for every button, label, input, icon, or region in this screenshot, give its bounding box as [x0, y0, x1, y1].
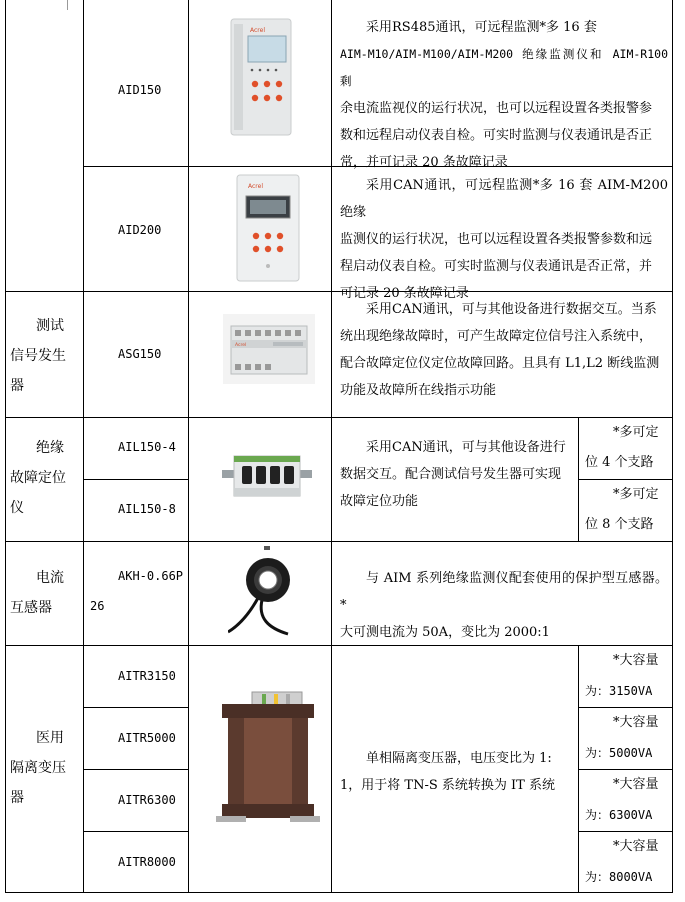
model-aitr5000: AITR5000 — [118, 731, 176, 745]
model-aitr6300: AITR6300 — [118, 793, 176, 807]
note-line: *多可定 — [613, 425, 659, 440]
model-asg150: ASG150 — [118, 347, 162, 361]
model-line: AKH-0.66P — [118, 569, 184, 583]
category-fault-locator — [10, 433, 82, 523]
note-line: 位 4 个支路 — [585, 455, 654, 470]
note-line: *大容量 — [613, 777, 659, 792]
aid150-description — [340, 14, 668, 176]
grid-line — [5, 892, 673, 893]
note-line: *多可定 — [613, 487, 659, 502]
aid200-device-image — [236, 174, 300, 282]
aitr5000-capacity — [585, 708, 671, 768]
model-ail150-4: AIL150-4 — [118, 440, 176, 454]
aitr6300-capacity — [585, 770, 671, 830]
category-line: 电流 — [36, 570, 64, 586]
category-current-transformer — [10, 563, 82, 623]
aitr-description — [340, 745, 576, 799]
brand-logo: Acrel — [235, 343, 247, 348]
grid-line — [188, 0, 189, 893]
note-line: 为：5000VA — [585, 746, 653, 760]
akh-device-image — [228, 546, 312, 636]
desc-line: 常，并可记录 20 条故障记录 — [340, 155, 508, 170]
grid-line — [5, 417, 673, 418]
grid-line — [83, 0, 84, 893]
grid-line — [5, 541, 673, 542]
category-line: 仪 — [10, 500, 24, 516]
asg150-description — [340, 296, 668, 404]
desc-line: 采用CAN通讯，可与其他设备进行数据交互。当系 — [366, 302, 657, 317]
model-aitr8000: AITR8000 — [118, 855, 176, 869]
category-line: 医用 — [36, 730, 64, 746]
category-line: 故障定位 — [10, 470, 66, 486]
grid-line — [672, 0, 673, 893]
model-ail150-8: AIL150-8 — [118, 502, 176, 516]
category-medical-isolation-transformer — [10, 723, 82, 813]
note-line: 位 8 个支路 — [585, 517, 654, 532]
note-line: *大容量 — [613, 839, 659, 854]
brand-logo: Acrel — [250, 27, 265, 34]
category-line: 信号发生 — [10, 348, 66, 364]
aid200-description — [340, 172, 668, 307]
category-line: 互感器 — [10, 600, 52, 616]
desc-line: 监测仪的运行状况，也可以远程设置各类报警参数和远 — [340, 232, 653, 247]
ail150-device-image — [222, 452, 312, 500]
grid-line — [83, 707, 189, 708]
ail150-8-note — [585, 480, 671, 540]
desc-line: 数据交互。配合测试信号发生器可实现 — [340, 467, 562, 482]
aitr3150-capacity — [585, 646, 671, 706]
brand-logo: Acrel — [248, 183, 263, 190]
desc-line: 采用RS485通讯，可远程监测*多 16 套 — [366, 20, 597, 35]
category-signal-generator — [10, 311, 82, 401]
desc-line: 统出现绝缘故障时，可产生故障定位信号注入系统中， — [340, 329, 653, 344]
desc-line: 采用CAN通讯，可远程监测*多 16 套 AIM-M200 绝缘 — [340, 178, 668, 220]
desc-line: 程启动仪表自检。可实时监测与仪表通讯是否正常，并 — [340, 259, 653, 274]
desc-line: 故障定位功能 — [340, 494, 419, 509]
category-line: 器 — [10, 790, 24, 806]
model-aid200: AID200 — [118, 223, 162, 237]
desc-line: 功能及故障所在线指示功能 — [340, 383, 497, 398]
desc-line: AIM-M10/AIM-M100/AIM-M200 绝缘监测仪和 AIM-R100 剩 — [340, 47, 668, 88]
desc-line: 1，用于将 TN-S 系统转换为 IT 系统 — [340, 778, 555, 793]
note-line: 为：6300VA — [585, 808, 653, 822]
akh-description — [340, 565, 668, 646]
category-line: 绝缘 — [36, 440, 64, 456]
category-line: 隔离变压 — [10, 760, 66, 776]
category-line: 测试 — [36, 318, 64, 334]
grid-line — [5, 0, 6, 893]
aitr-transformer-image — [214, 690, 322, 835]
grid-line — [83, 769, 189, 770]
grid-line — [331, 0, 332, 893]
model-line: 26 — [90, 599, 105, 613]
asg150-device-image — [223, 314, 315, 384]
note-line: *大容量 — [613, 715, 659, 730]
ail150-description — [340, 434, 576, 515]
model-aid150: AID150 — [118, 83, 162, 97]
ail150-4-note — [585, 418, 671, 478]
note-line: 为：3150VA — [585, 684, 653, 698]
grid-line — [83, 479, 189, 480]
model-aitr3150: AITR3150 — [118, 669, 176, 683]
aitr8000-capacity — [585, 832, 671, 892]
note-line: 为：8000VA — [585, 870, 653, 884]
desc-line: 配合故障定位仪定位故障回路。且具有 L1,L2 断线监测 — [340, 356, 660, 371]
desc-line: 余电流监视仪的运行状况，也可以远程设置各类报警参 — [340, 101, 653, 116]
desc-line: 可记录 20 条故障记录 — [340, 286, 469, 301]
desc-line: 大可测电流为 50A，变比为 2000:1 — [340, 625, 550, 640]
aid150-device-image — [230, 18, 292, 136]
note-line: *大容量 — [613, 653, 659, 668]
category-line: 器 — [10, 378, 24, 394]
desc-line: 数和远程启动仪表自检。可实时监测与仪表通讯是否正 — [340, 128, 653, 143]
desc-line: 采用CAN通讯，可与其他设备进行 — [366, 440, 566, 455]
corner-mark — [67, 0, 68, 10]
model-akh — [90, 563, 186, 619]
desc-line: 单相隔离变压器，电压变比为 1: — [366, 751, 552, 766]
desc-line: 与 AIM 系列绝缘监测仪配套使用的保护型互感器。* — [340, 571, 668, 613]
grid-line — [83, 831, 189, 832]
